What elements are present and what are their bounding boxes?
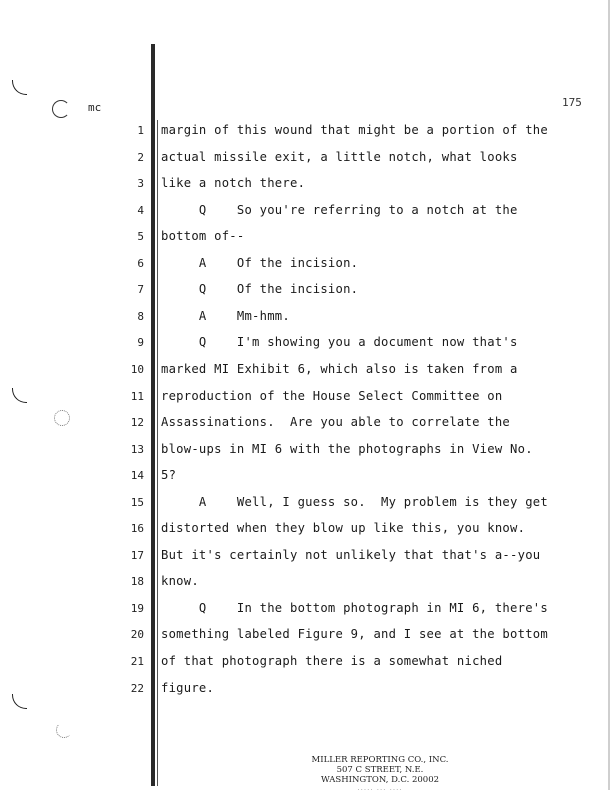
line-number: 16 [130, 522, 144, 535]
binding-mark-top [12, 80, 27, 95]
line-number: 15 [130, 496, 144, 509]
line-number: 18 [130, 575, 144, 588]
line-number: 4 [137, 204, 144, 217]
transcript-line: blow-ups in MI 6 with the photographs in View No. [161, 442, 533, 456]
transcript-line: Q In the bottom photograph in MI 6, there's [161, 601, 548, 615]
margin-rule-thick [151, 44, 155, 786]
transcript-line: marked MI Exhibit 6, which also is taken from a [161, 362, 518, 376]
reporter-initials: mc [88, 101, 102, 114]
transcript-line: distorted when they blow up like this, you know. [161, 521, 526, 535]
transcript-line: Q I'm showing you a document now that's [161, 335, 518, 349]
page-number: 175 [562, 96, 582, 109]
transcript-line: like a notch there. [161, 176, 306, 190]
footer-faint-line: ····· ··· ···· [357, 786, 403, 794]
transcript-line: A Of the incision. [161, 256, 359, 270]
binding-hole-top [52, 100, 70, 118]
transcript-line: figure. [161, 681, 215, 695]
line-number: 1 [137, 124, 144, 137]
binding-mark-bottom [12, 694, 27, 709]
binding-hole-middle [54, 410, 70, 426]
line-number: 21 [130, 655, 144, 668]
footer-street: 507 C STREET, N.E. [336, 765, 424, 775]
margin-rule-thin [157, 120, 158, 786]
transcript-line: actual missile exit, a little notch, what looks [161, 150, 518, 164]
line-number: 13 [130, 443, 144, 456]
line-number: 17 [130, 549, 144, 562]
transcript-line: Q Of the incision. [161, 282, 359, 296]
line-number: 14 [130, 469, 144, 482]
transcript-line: something labeled Figure 9, and I see at the bottom [161, 627, 548, 641]
transcript-line: know. [161, 574, 199, 588]
line-number: 7 [137, 283, 144, 296]
transcript-line: of that photograph there is a somewhat niched [161, 654, 503, 668]
transcript-line: Assassinations. Are you able to correlate the [161, 415, 511, 429]
page-edge [608, 0, 610, 790]
line-number: 11 [130, 390, 144, 403]
reporter-footer [280, 755, 480, 795]
line-number: 5 [137, 230, 144, 243]
transcript-line: A Mm-hmm. [161, 309, 290, 323]
transcript-line: 5? [161, 468, 177, 482]
footer-city: WASHINGTON, D.C. 20002 [320, 775, 440, 785]
transcript-line: reproduction of the House Select Committee on [161, 389, 503, 403]
binding-hole-bottom [56, 722, 72, 738]
line-number: 19 [130, 602, 144, 615]
line-number: 8 [137, 310, 144, 323]
line-number: 20 [130, 628, 144, 641]
transcript-line: But it's certainly not unlikely that that's a--you [161, 548, 541, 562]
line-number: 12 [130, 416, 144, 429]
transcript-line: bottom of-- [161, 229, 245, 243]
binding-mark-middle [12, 388, 27, 403]
line-number: 9 [137, 336, 144, 349]
transcript-line: A Well, I guess so. My problem is they get [161, 495, 548, 509]
line-number: 10 [130, 363, 144, 376]
line-number: 2 [137, 151, 144, 164]
transcript-line: margin of this wound that might be a portion of the [161, 123, 548, 137]
line-number: 6 [137, 257, 144, 270]
line-number: 3 [137, 177, 144, 190]
footer-company: MILLER REPORTING CO., INC. [311, 755, 449, 765]
line-number: 22 [130, 682, 144, 695]
transcript-line: Q So you're referring to a notch at the [161, 203, 518, 217]
